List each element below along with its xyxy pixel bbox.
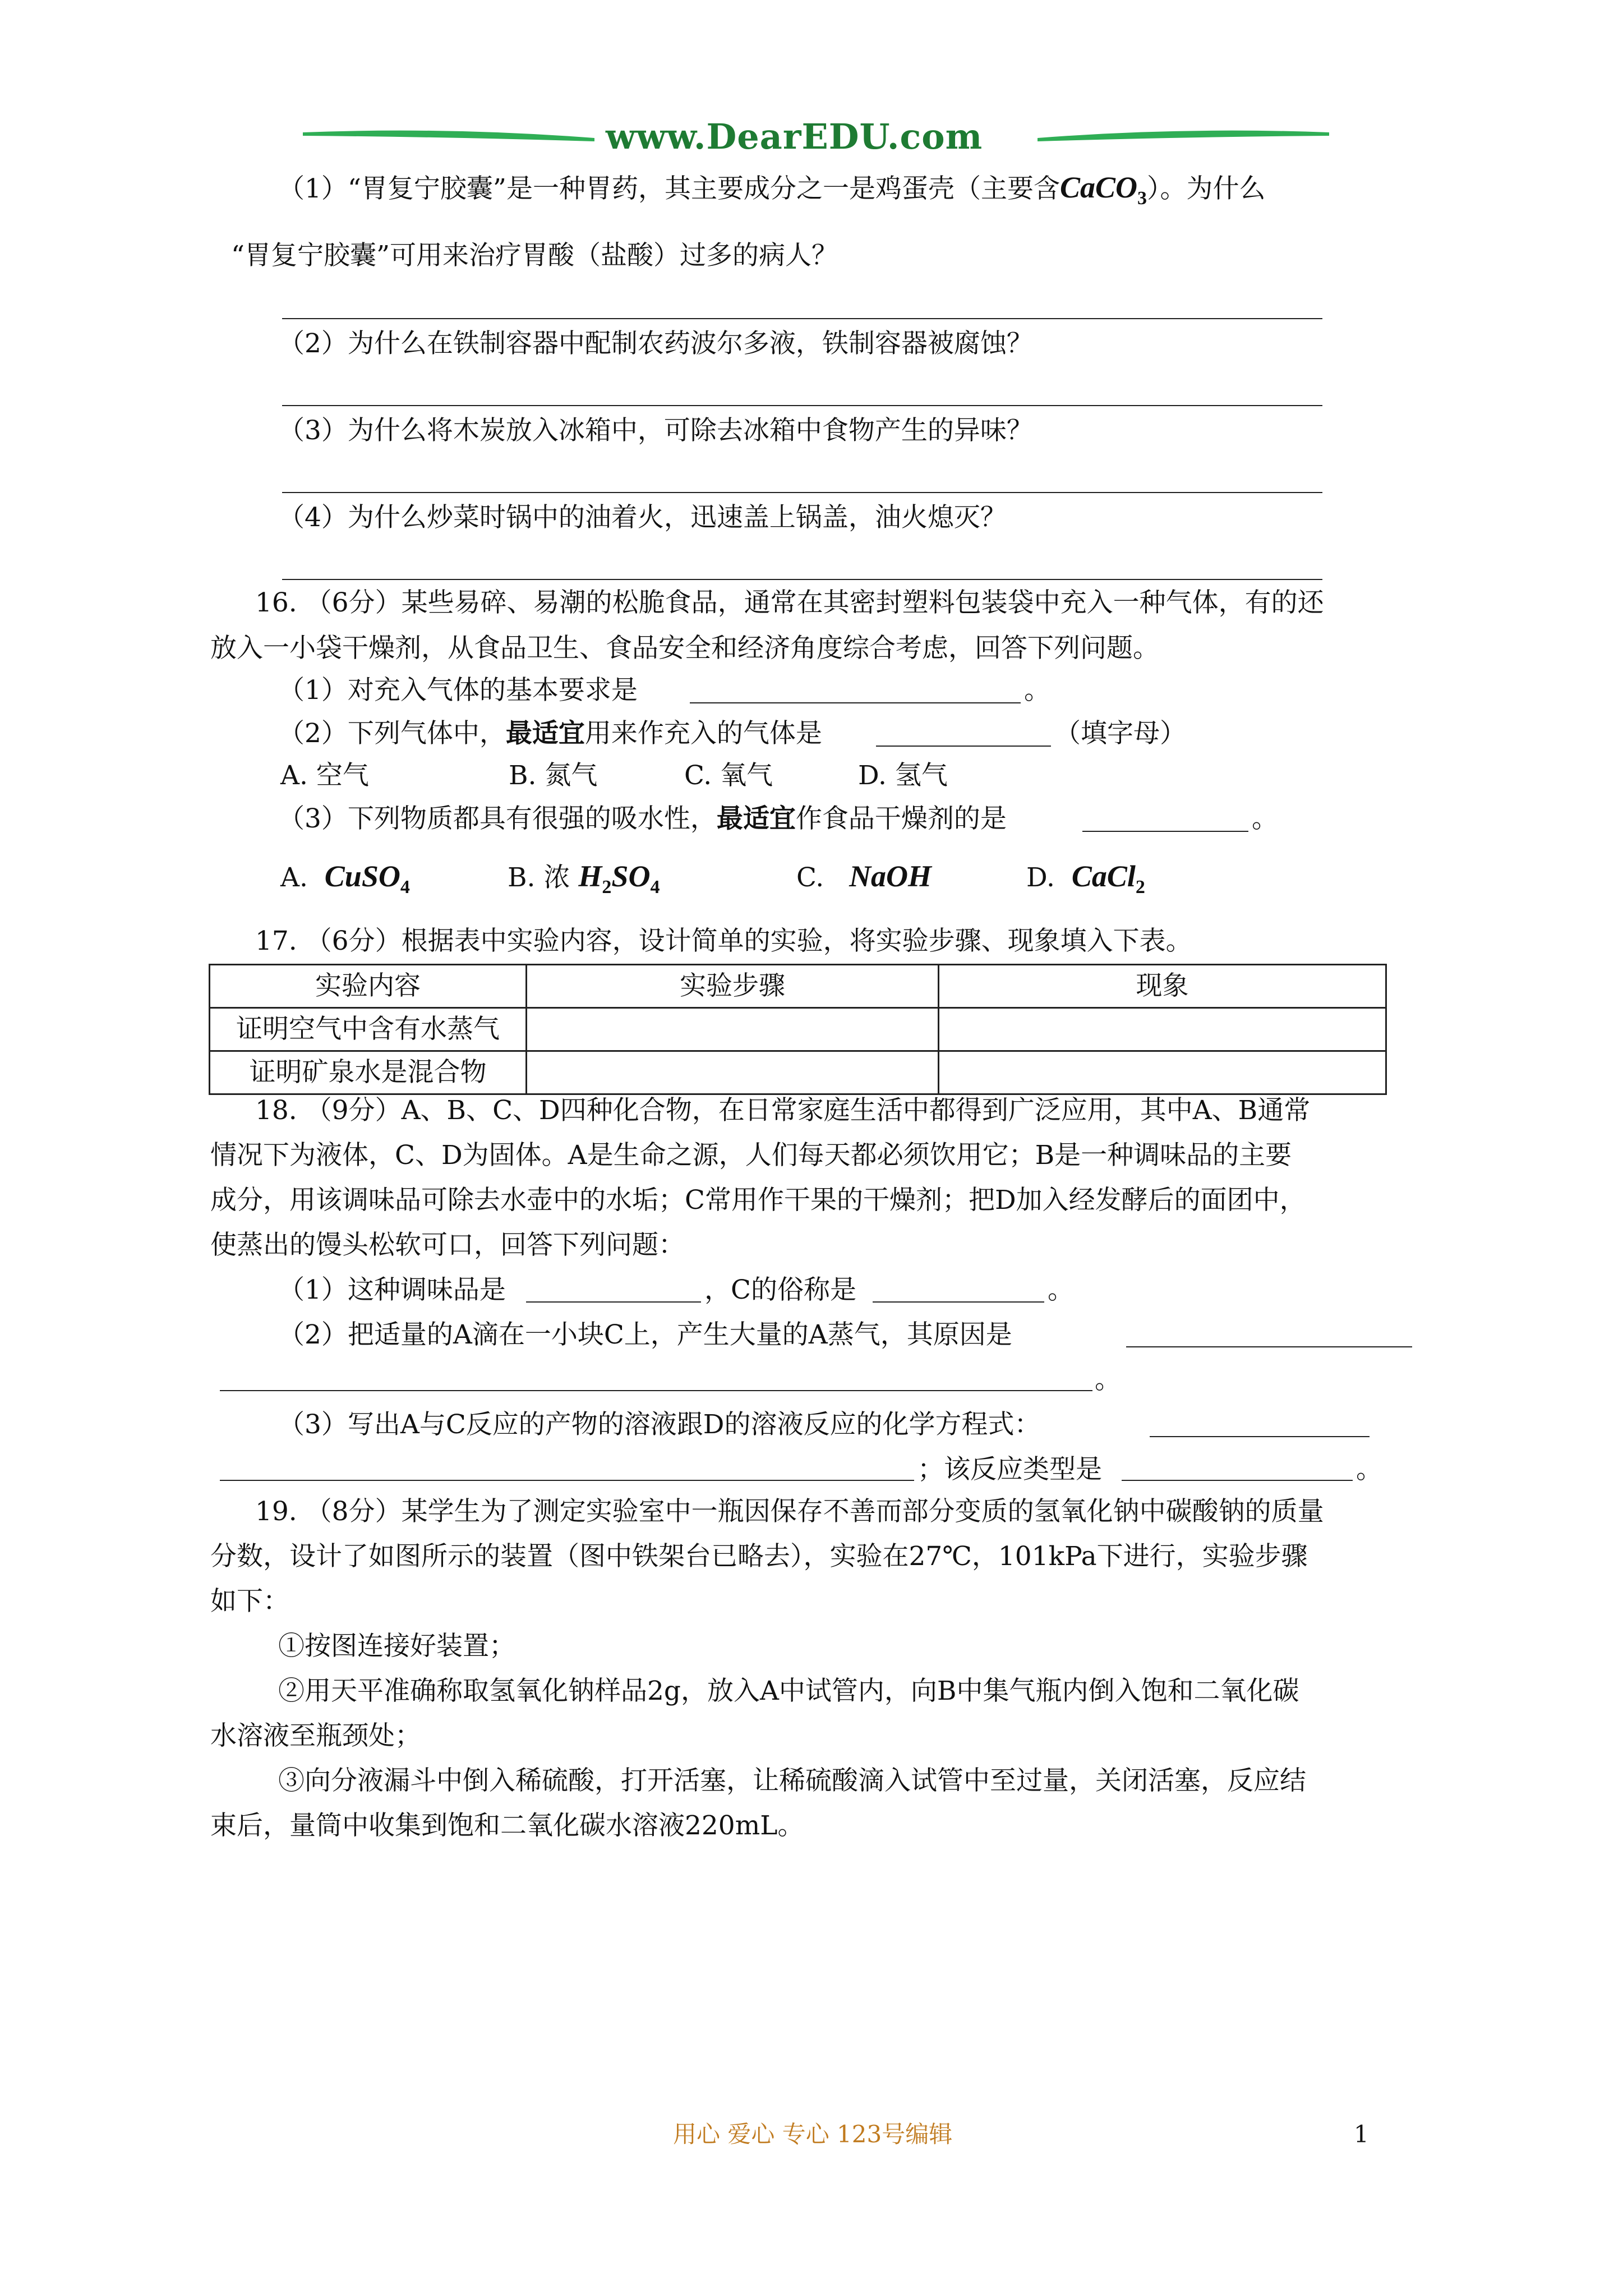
blank-line <box>526 1301 701 1303</box>
q19-line2: 分数，设计了如图所示的装置（图中铁架台已略去），实验在27℃，101kPa下进行，实验步骤 <box>210 1541 1308 1572</box>
table-row <box>210 1008 1386 1051</box>
blank-line <box>690 702 1021 703</box>
table-header: 实验内容 <box>210 965 527 1008</box>
table-header-row <box>210 965 1386 1008</box>
table-header: 现象 <box>939 965 1386 1008</box>
q16-option2-d: D. CaCl$_2$ <box>1026 859 1145 898</box>
blank-line <box>1082 831 1248 832</box>
q16-sub1: （1）对充入气体的基本要求是 <box>278 675 638 706</box>
q18-sub3: （3）写出A与C反应的产物的溶液跟D的溶液反应的化学方程式： <box>278 1409 1041 1440</box>
q16-option2-b: B. 浓 $H_2SO_4$ <box>508 859 660 898</box>
q19-line1: 19. （8分）某学生为了测定实验室中一瓶因保存不善而部分变质的氢氧化钠中碳酸钠的质量 <box>255 1496 1324 1527</box>
answer-line <box>282 492 1322 493</box>
q15-part3: （3）为什么将木炭放入冰箱中，可除去冰箱中食物产生的异味？ <box>278 415 1033 446</box>
q19-step1: ①按图连接好装置； <box>278 1631 515 1662</box>
q15-part1-line1: （1）“胃复宁胶囊”是一种胃药，其主要成分之一是鸡蛋壳（主要含CaCO$_3$）。为什么 <box>278 171 1266 209</box>
q18-sub1-b: ，C的俗称是 <box>704 1274 856 1305</box>
q16-option-b: B. 氮气 <box>509 760 598 791</box>
q16-option2-c: C. NaOH <box>796 859 932 893</box>
formula-caco3: CaCO$_3$ <box>1059 171 1147 209</box>
blank-line <box>1150 1436 1370 1437</box>
header-banner <box>303 115 1329 157</box>
blank-line <box>220 1390 1092 1391</box>
q18-sub2: （2）把适量的A滴在一小块C上，产生大量的A蒸气，其原因是 <box>278 1319 1012 1350</box>
q18-line1: 18. （9分）A、B、C、D四种化合物，在日常家庭生活中都得到广泛应用，其中A、B通常 <box>255 1095 1311 1126</box>
table-cell <box>527 1008 939 1051</box>
q16-line2: 放入一小袋干燥剂，从食品卫生、食品安全和经济角度综合考虑，回答下列问题。 <box>210 633 1159 664</box>
q18-line2: 情况下为液体，C、D为固体。A是生命之源，人们每天都必须饮用它；B是一种调味品的主要 <box>210 1140 1292 1171</box>
left-swoosh-icon <box>303 127 594 150</box>
q19-step3-b: 束后，量筒中收集到饱和二氧化碳水溶液220mL。 <box>210 1810 804 1841</box>
q16-option2-a: A. CuSO$_4$ <box>280 859 410 898</box>
experiment-table <box>209 964 1387 1095</box>
q18-line4: 使蒸出的馒头松软可口，回答下列问题： <box>210 1230 685 1260</box>
q17-line1: 17. （6分）根据表中实验内容，设计简单的实验，将实验步骤、现象填入下表。 <box>255 926 1192 956</box>
q16-sub3: （3）下列物质都具有很强的吸水性，最适宜作食品干燥剂的是 <box>278 803 1007 834</box>
q19-step2-a: ②用天平准确称取氢氧化钠样品2g，放入A中试管内，向B中集气瓶内倒入饱和二氧化碳 <box>278 1676 1299 1706</box>
blank-line <box>220 1480 914 1481</box>
answer-line <box>282 318 1322 319</box>
q19-line3: 如下： <box>210 1586 289 1617</box>
q16-line1: 16. （6分）某些易碎、易潮的松脆食品，通常在其密封塑料包装袋中充入一种气体，有的还 <box>255 587 1324 618</box>
answer-line <box>282 579 1322 580</box>
table-cell: 证明矿泉水是混合物 <box>210 1051 527 1094</box>
footer-text: 用心 爱心 专心 123号编辑 <box>673 2120 953 2148</box>
blank-line <box>873 1301 1044 1303</box>
table-cell <box>939 1051 1386 1094</box>
table-header: 实验步骤 <box>527 965 939 1008</box>
q16-option-c: C. 氧气 <box>684 760 773 791</box>
page-number: 1 <box>1354 2120 1369 2148</box>
q16-sub2: （2）下列气体中，最适宜用来作充入的气体是 <box>278 718 822 749</box>
answer-line <box>282 405 1322 406</box>
right-swoosh-icon <box>1038 127 1329 150</box>
q15-part1-line2: “胃复宁胶囊”可用来治疗胃酸（盐酸）过多的病人？ <box>231 240 838 271</box>
q16-option-a: A. 空气 <box>280 760 369 791</box>
q16-option-d: D. 氢气 <box>858 760 948 791</box>
table-row <box>210 1051 1386 1094</box>
q15-part4: （4）为什么炒菜时锅中的油着火，迅速盖上锅盖，油火熄灭？ <box>278 502 1007 533</box>
q19-step3-a: ③向分液漏斗中倒入稀硫酸，打开活塞，让稀硫酸滴入试管中至过量，关闭活塞，反应结 <box>278 1765 1306 1796</box>
table-cell: 证明空气中含有水蒸气 <box>210 1008 527 1051</box>
q18-line3: 成分，用该调味品可除去水壶中的水垢；C常用作干果的干燥剂；把D加入经发酵后的面团中， <box>210 1185 1306 1216</box>
blank-line <box>876 746 1051 747</box>
blank-line <box>1126 1346 1412 1347</box>
q15-part2: （2）为什么在铁制容器中配制农药波尔多液，铁制容器被腐蚀？ <box>278 328 1033 359</box>
q18-sub1-a: （1）这种调味品是 <box>278 1274 506 1305</box>
q19-step2-b: 水溶液至瓶颈处； <box>210 1720 421 1751</box>
site-logo: www.DearEDU.com <box>606 116 983 157</box>
table-cell <box>939 1008 1386 1051</box>
table-cell <box>527 1051 939 1094</box>
blank-line <box>1122 1480 1353 1481</box>
q18-sub3-mid: ；该反应类型是 <box>917 1454 1102 1485</box>
